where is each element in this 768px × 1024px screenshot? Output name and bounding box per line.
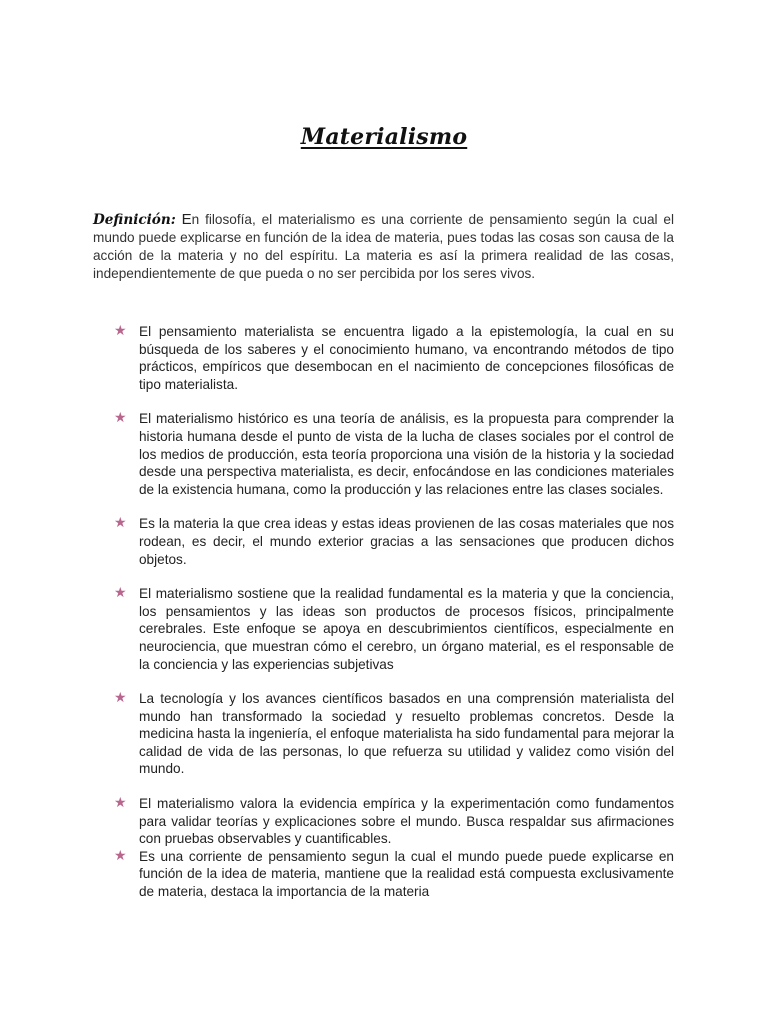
- list-item: [114, 410, 674, 498]
- list-item-text: El materialismo histórico es una teoría de análisis, es la propuesta para comprender la historia humana desde el punto de vista de la lucha de clases sociales por el control de los medios de producción, esta teoría proporciona una visión de la historia y la sociedad desde una perspectiva materialista, es decir, enfocándose en las condiciones materiales de la existencia humana, como la producción y las relaciones entre las clases sociales.: [139, 411, 674, 497]
- star-icon: ★: [114, 323, 127, 339]
- star-icon: ★: [114, 795, 127, 812]
- definition-label: Definición:: [93, 211, 176, 228]
- page-title: Materialismo: [300, 124, 468, 150]
- list-item-text: Es una corriente de pensamiento segun la cual el mundo puede puede explicarse en función de la idea de materia, mantiene que la realidad está compuesta exclusivamente de materia, destaca la importancia de la materia: [139, 848, 674, 900]
- star-icon: ★: [114, 585, 127, 602]
- list-item-text: La tecnología y los avances científicos basados en una comprensión materialista del mundo han transformado la sociedad y resuelto problemas concretos. Desde la medicina hasta la ingeniería, el enfoque materialista ha sido fundamental para mejorar la calidad de vida de las personas, lo que refuerza su utilidad y validez como visión del mundo.: [139, 691, 675, 777]
- list-item-text: El materialismo sostiene que la realidad fundamental es la materia y que la conciencia, los pensamientos y las ideas son productos de procesos físicos, principalmente cerebrales. Este enfoque se apoya en descubrimientos científicos, especialmente en neurociencia, que muestran cómo el cerebro, un órgano material, es el responsable de la conciencia y las experiencias subjetivas: [139, 586, 674, 672]
- star-icon: ★: [114, 410, 127, 427]
- list-item: [114, 690, 674, 778]
- list-item: [114, 585, 674, 673]
- list-item-text: El materialismo valora la evidencia empírica y la experimentación como fundamentos para validar teorías y explicaciones sobre el mundo. Busca respaldar sus afirmaciones con pruebas observables y cuantificables.: [139, 796, 674, 847]
- list-item: [114, 323, 674, 393]
- definition-paragraph: [93, 211, 674, 284]
- definition-first-letter: E: [181, 210, 192, 228]
- list-item: [114, 848, 674, 901]
- star-icon: ★: [114, 690, 127, 707]
- bullet-list: [114, 323, 674, 901]
- star-icon: ★: [114, 847, 127, 864]
- list-item-text: Es la materia la que crea ideas y estas ideas provienen de las cosas materiales que nos rodean, es decir, el mundo exterior gracias a las sensaciones que producen dichos objetos.: [139, 516, 674, 567]
- star-icon: ★: [114, 515, 127, 532]
- list-item: [114, 515, 674, 568]
- list-item: [114, 795, 674, 848]
- list-item-text: El pensamiento materialista se encuentra ligado a la epistemología, la cual en su búsqueda de los saberes y el conocimiento humano, va encontrando métodos de tipo prácticos, empíricos que desembocan en el nacimiento de concepciones filosóficas de tipo materialista.: [139, 324, 674, 392]
- definition-text: n filosofía, el materialismo es una corriente de pensamiento según la cual el mundo puede explicarse en función de la idea de materia, pues todas las cosas son causa de la acción de la materia y no del espíritu. La materia es así la primera realidad de las cosas, independientemente de que pueda o no ser percibida por los seres vivos.: [93, 211, 674, 282]
